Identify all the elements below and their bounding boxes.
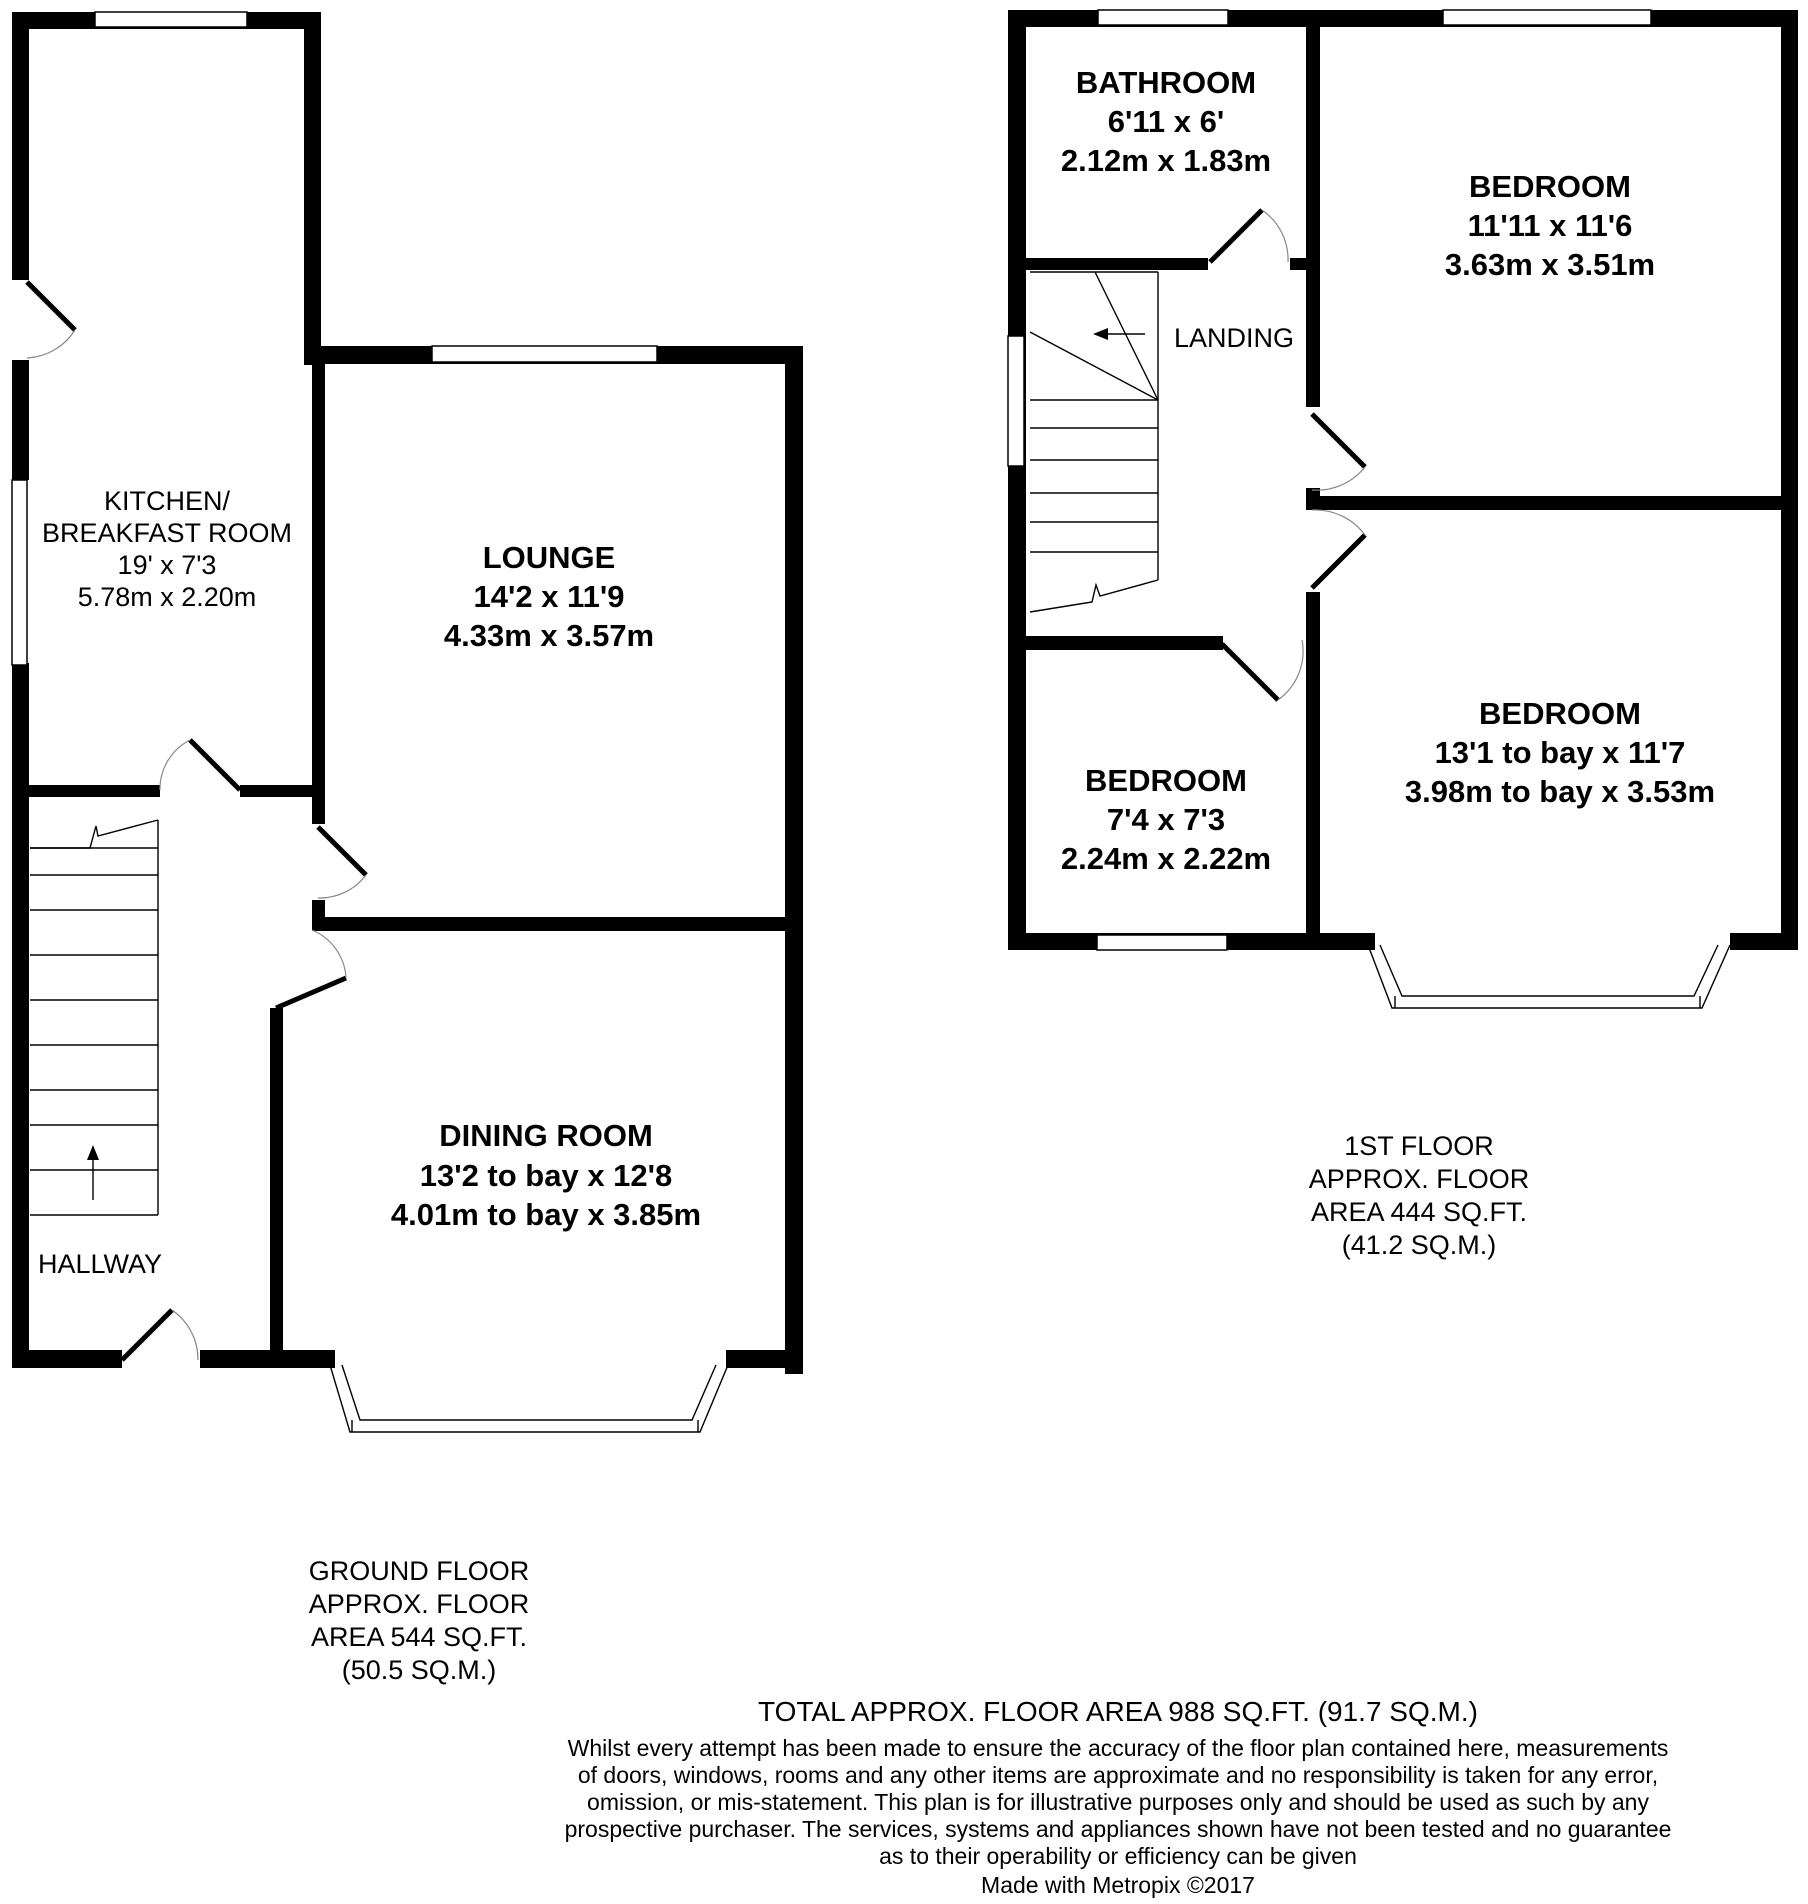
- wall: [1730, 933, 1798, 950]
- bedroom-dimensions: 3.98m to bay x 3.53m: [1404, 774, 1716, 809]
- wall: [304, 12, 321, 365]
- wall: [312, 917, 803, 931]
- bedroom-name: BEDROOM: [1085, 763, 1247, 798]
- first-floor-area: (41.2 SQ.M.): [1341, 1230, 1497, 1260]
- credit: Made with Metropix ©2017: [981, 1872, 1255, 1898]
- kitchen-dimensions: 19' x 7'3: [117, 550, 217, 580]
- wall: [12, 12, 29, 280]
- door-swing: [312, 930, 346, 978]
- landing-name: LANDING: [1173, 323, 1295, 353]
- bedroom-dimensions: 7'4 x 7'3: [1106, 802, 1226, 837]
- bay-window: [342, 1365, 716, 1420]
- bathroom-name: BATHROOM: [1075, 65, 1257, 100]
- wall: [1008, 636, 1223, 650]
- wall: [270, 1008, 283, 1366]
- window: [1008, 336, 1024, 466]
- wall: [200, 1350, 285, 1368]
- disclaimer-line: as to their operability or efficiency can be given: [879, 1843, 1357, 1869]
- wall: [1781, 10, 1798, 950]
- door: [1312, 414, 1365, 467]
- dining-room-dimensions: 13'2 to bay x 12'8: [419, 1158, 673, 1193]
- wall: [12, 663, 29, 1367]
- door-swing: [1312, 467, 1365, 490]
- wall: [726, 1350, 803, 1368]
- first-floor-area: 1ST FLOOR: [1344, 1131, 1494, 1161]
- window: [1098, 10, 1228, 25]
- wall: [1306, 496, 1798, 510]
- wall: [1306, 10, 1320, 262]
- staircase: [1030, 272, 1158, 612]
- ground-floor-area: (50.5 SQ.M.): [341, 1655, 497, 1685]
- lounge-dimensions: 14'2 x 11'9: [473, 579, 625, 614]
- door: [190, 740, 240, 790]
- total-floor-area: TOTAL APPROX. FLOOR AREA 988 SQ.FT. (91.7 SQ.M.): [758, 1696, 1478, 1727]
- wall: [785, 346, 803, 1374]
- door: [1312, 535, 1365, 588]
- disclaimer-line: omission, or mis-statement. This plan is for illustrative purposes only and should be used as such by any: [587, 1789, 1649, 1815]
- wall: [12, 785, 160, 797]
- door-swing: [1312, 510, 1365, 535]
- door: [1222, 644, 1278, 700]
- hallway-name: HALLWAY: [37, 1249, 163, 1279]
- wall: [1008, 10, 1026, 950]
- lounge-name: LOUNGE: [482, 540, 616, 575]
- bay-window: [1368, 945, 1730, 1008]
- bathroom-dimensions: 6'11 x 6': [1107, 104, 1225, 139]
- door-swing: [160, 740, 190, 790]
- disclaimer-line: Whilst every attempt has been made to ensure the accuracy of the floor plan contained here, measurements: [567, 1735, 1669, 1761]
- door-swing: [1262, 210, 1288, 262]
- door: [276, 978, 346, 1008]
- stair-arrow-icon: [1093, 328, 1108, 340]
- bedroom-dimensions: 3.63m x 3.51m: [1444, 247, 1656, 282]
- window: [95, 12, 247, 27]
- wall: [1290, 258, 1320, 270]
- first-floor-area: APPROX. FLOOR: [1308, 1164, 1530, 1194]
- wall: [1320, 933, 1375, 950]
- window: [1443, 10, 1651, 25]
- ground-floor-area: APPROX. FLOOR: [308, 1589, 530, 1619]
- bedroom-name: BEDROOM: [1479, 696, 1641, 731]
- bedroom-dimensions: 11'11 x 11'6: [1467, 208, 1633, 243]
- dining-room-name: DINING ROOM: [439, 1118, 653, 1153]
- window: [12, 480, 27, 665]
- bedroom-name: BEDROOM: [1469, 169, 1631, 204]
- door: [1210, 210, 1262, 262]
- lounge-dimensions: 4.33m x 3.57m: [443, 618, 655, 653]
- kitchen-name: BREAKFAST ROOM: [41, 518, 293, 548]
- kitchen-dimensions: 5.78m x 2.20m: [77, 582, 257, 612]
- wall: [1008, 258, 1208, 270]
- wall: [12, 1350, 122, 1368]
- first-floor-area: AREA 444 SQ.FT.: [1310, 1197, 1528, 1227]
- wall: [1306, 592, 1320, 950]
- bedroom-dimensions: 13'1 to bay x 11'7: [1434, 735, 1686, 770]
- window: [1097, 935, 1227, 950]
- door-swing: [318, 875, 366, 898]
- bathroom-dimensions: 2.12m x 1.83m: [1060, 143, 1272, 178]
- door: [122, 1310, 172, 1360]
- staircase: [30, 820, 158, 1215]
- dining-room-dimensions: 4.01m to bay x 3.85m: [390, 1197, 702, 1232]
- ground-floor-area: AREA 544 SQ.FT.: [310, 1622, 528, 1652]
- wall: [312, 346, 325, 824]
- bedroom-dimensions: 2.24m x 2.22m: [1060, 841, 1272, 876]
- wall: [12, 360, 29, 480]
- disclaimer-line: of doors, windows, rooms and any other items are approximate and no responsibility is taken for any error,: [577, 1762, 1659, 1788]
- stair-arrow-icon: [87, 1145, 99, 1160]
- bay-window: [1380, 945, 1718, 996]
- door-swing: [27, 330, 75, 358]
- door-swing: [172, 1310, 198, 1360]
- wall: [1306, 262, 1320, 407]
- wall: [240, 785, 320, 797]
- door-swing: [1278, 640, 1303, 700]
- door: [27, 282, 75, 330]
- window: [432, 346, 657, 362]
- door: [318, 827, 366, 875]
- ground-floor-area: GROUND FLOOR: [308, 1556, 530, 1586]
- disclaimer-line: prospective purchaser. The services, systems and appliances shown have not been tested and no guarantee: [564, 1816, 1672, 1842]
- bay-window: [330, 1365, 728, 1432]
- kitchen-name: KITCHEN/: [103, 486, 231, 516]
